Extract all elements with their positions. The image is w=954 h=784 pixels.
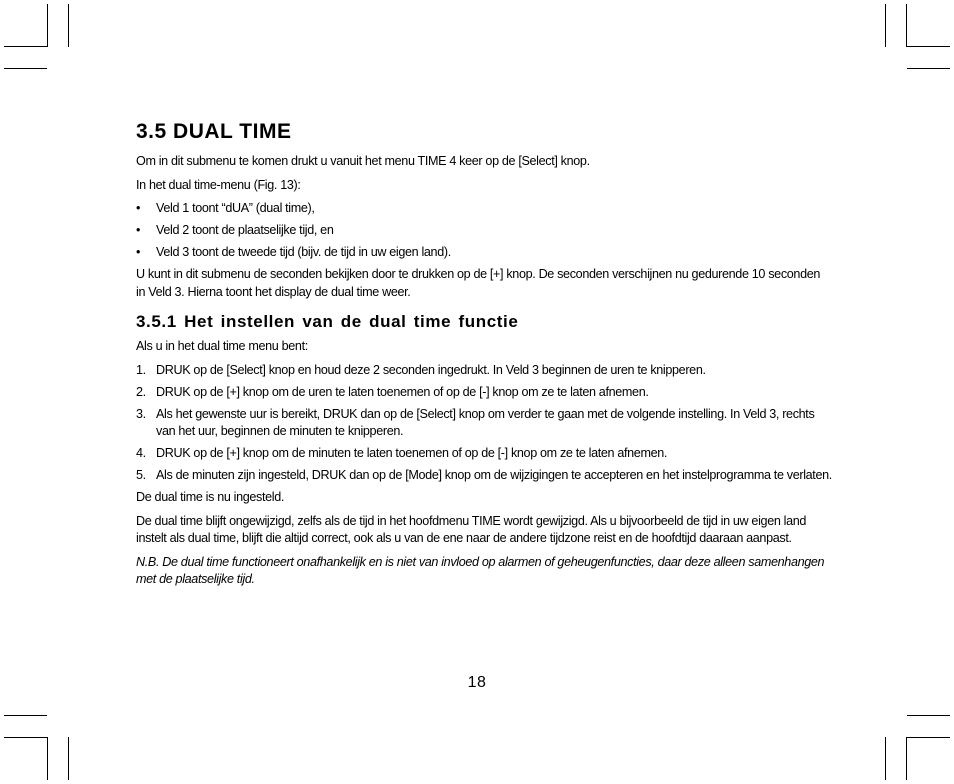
section-intro: Om in dit submenu te komen drukt u vanuit het menu TIME 4 keer op de [Select] knop. [136,154,590,168]
step-text: DRUK op de [Select] knop en houd deze 2 seconden ingedrukt. In Veld 3 beginnen de uren te knipperen. [156,362,706,377]
note-paragraph: N.B. De dual time functioneert onafhankelijk en is niet van invloed op alarmen of geheugenfuncties, daar deze alleen samenhangen met de plaatselijke tijd. [136,554,825,586]
crop-mark-top-left-vertical-2 [68,4,69,47]
page-content [136,118,832,595]
crop-mark-bottom-left-vertical-2 [68,737,69,780]
page-number: 18 [467,674,487,691]
crop-mark-top-right-horizontal-2 [907,68,950,69]
step-text: DRUK op de [+] knop om de minuten te laten toenemen of op de [-] knop om ze te laten afnemen. [156,446,668,460]
subsection-intro: Als u in het dual time menu bent: [136,339,308,353]
step-number: 3. [136,406,146,421]
crop-mark-bottom-left-vertical-1 [47,737,48,780]
seconds-paragraph: U kunt in dit submenu de seconden bekijken door te drukken op de [+] knop. De seconden verschijnen nu gedurende 10 seconden in Veld 3. Hierna toont het display de dual time weer. [136,267,821,299]
list-item [136,467,832,485]
list-item [136,384,832,402]
step-text: DRUK op de [+] knop om de uren te laten toenemen of op de [-] knop om ze te laten afnemen. [156,384,649,399]
crop-mark-bottom-left-horizontal-2 [4,737,48,738]
step-number: 4. [136,446,146,460]
crop-mark-bottom-right-horizontal-2 [906,737,950,738]
step-number: 1. [136,362,146,377]
list-item [136,406,832,441]
list-item [136,222,832,240]
step-text: Als het gewenste uur is bereikt, DRUK dan op de [Select] knop om verder te gaan met de volgende instelling. In Veld 3, rechts van het uur, beginnen de minuten te knipperen. [156,406,815,438]
bullet-mark: • [136,201,141,215]
crop-mark-bottom-right-horizontal-1 [907,715,950,716]
bullet-text: Veld 2 toont de plaatselijke tijd, en [156,223,334,237]
field-bullet-list [136,200,832,262]
crop-mark-top-right-vertical-2 [885,4,886,47]
steps-list [136,362,832,485]
list-item [136,362,832,380]
crop-mark-top-left-vertical-1 [47,4,48,47]
bullet-mark: • [136,245,141,259]
crop-mark-bottom-right-vertical-2 [885,737,886,780]
list-item [136,200,832,218]
crop-mark-bottom-right-vertical-1 [906,737,907,780]
bullet-text: Veld 3 toont de tweede tijd (bijv. de tijd in uw eigen land). [156,245,451,259]
step-text: Als de minuten zijn ingesteld, DRUK dan op de [Mode] knop om de wijzigingen te accepteren en het instelprogramma te verlaten. [156,468,832,482]
step-number: 2. [136,384,146,399]
menu-intro: In het dual time-menu (Fig. 13): [136,177,301,192]
crop-mark-top-right-vertical-1 [906,4,907,47]
step-number: 5. [136,468,146,482]
unchanged-paragraph: De dual time blijft ongewijzigd, zelfs als de tijd in het hoofdmenu TIME wordt gewijzigd. Als u bijvoorbeeld de tijd in uw eigen land instelt als dual time, blijft die altijd correct, ook als u van de ene naar de andere tijdzone reist en de hoofdtijd daaraan aanpast. [136,513,807,545]
list-item [136,244,832,262]
crop-mark-top-right-horizontal-1 [906,46,950,47]
done-paragraph: De dual time is nu ingesteld. [136,490,285,504]
bullet-mark: • [136,223,141,237]
section-title: 3.5 DUAL TIME [136,120,292,143]
crop-mark-top-left-horizontal-1 [4,46,48,47]
bullet-text: Veld 1 toont “dUA” (dual time), [156,201,315,215]
list-item [136,445,832,463]
subsection-title: 3.5.1 Het instellen van de dual time functie [136,312,519,331]
crop-mark-bottom-left-horizontal-1 [4,715,47,716]
crop-mark-top-left-horizontal-2 [4,68,47,69]
